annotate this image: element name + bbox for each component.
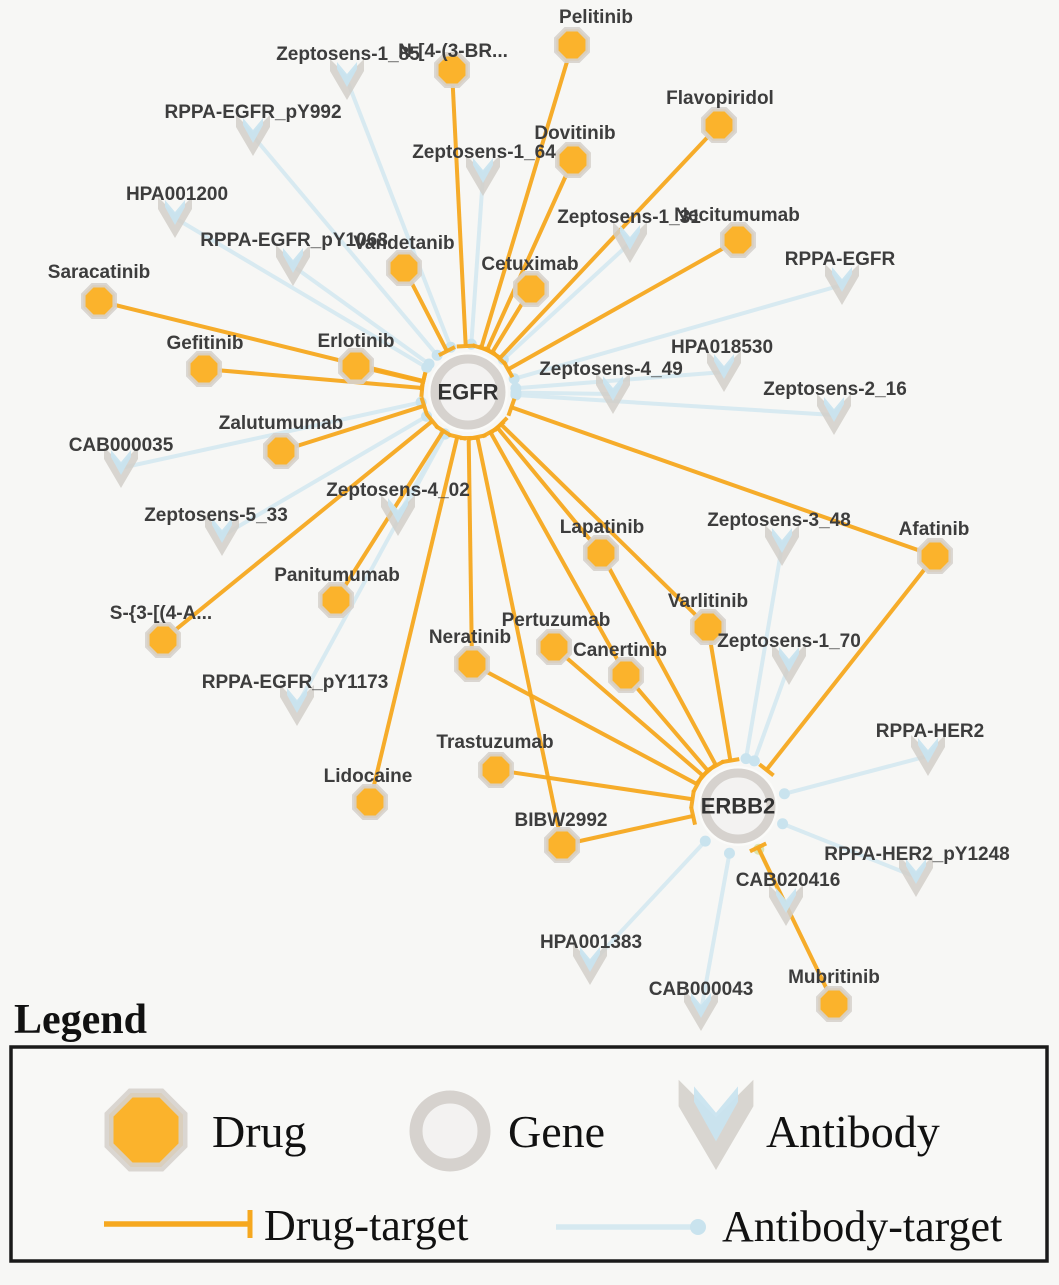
legend-label-gene: Gene [508,1106,605,1157]
node-label-z2_16: Zeptosens-2_16 [763,379,907,400]
drug-node-lidocaine[interactable] [354,786,385,817]
gene-label-erbb2: ERBB2 [701,794,776,819]
drug-node-cetuximab[interactable] [515,273,546,304]
drug-node-panitumumab[interactable] [320,584,351,615]
node-label-necitumumab: Necitumumab [674,205,800,226]
node-label-vandetanib: Vandetanib [353,233,454,254]
node-label-z1_31: Zeptosens-1_31 [557,207,701,228]
node-label-pelitinib: Pelitinib [559,7,633,28]
node-label-neratinib: Neratinib [429,627,511,648]
node-label-flavopiridol: Flavopiridol [666,88,774,109]
legend-heading: Legend [14,997,147,1043]
node-label-panitumumab: Panitumumab [274,565,400,586]
drug-node-zalutumumab[interactable] [265,435,296,466]
edge-canertinib-erbb2 [626,675,715,777]
drug-node-trastuzumab[interactable] [480,754,511,785]
node-label-rppa_egfr: RPPA-EGFR [785,249,896,270]
node-label-cab000035: CAB000035 [69,435,174,456]
drug-node-s3a[interactable] [147,624,178,655]
node-label-cab000043: CAB000043 [649,979,754,1000]
drug-node-erlotinib[interactable] [340,350,371,381]
antibody-node-z2_16[interactable] [817,394,851,435]
legend-label-antibody: Antibody [766,1106,940,1157]
node-label-trastuzumab: Trastuzumab [436,732,553,753]
node-label-bibw2992: BIBW2992 [515,810,608,831]
drug-node-bibw2992[interactable] [546,829,577,860]
drug-node-saracatinib[interactable] [83,285,114,316]
antibody-node-rppa_egfr[interactable] [825,264,859,305]
node-label-z3_48: Zeptosens-3_48 [707,510,851,531]
node-label-py1248: RPPA-HER2_pY1248 [824,844,1010,865]
node-label-cetuximab: Cetuximab [481,254,578,275]
node-label-z5_33: Zeptosens-5_33 [144,505,288,526]
legend-gene-swatch [416,1097,484,1165]
gene-node-egfr[interactable] [428,352,508,432]
node-label-canertinib: Canertinib [573,640,667,661]
node-label-hpa001383: HPA001383 [540,932,642,953]
node-label-py1173: RPPA-EGFR_pY1173 [202,672,389,693]
node-label-z4_02: Zeptosens-4_02 [326,480,470,501]
drug-node-necitumumab[interactable] [722,224,753,255]
node-label-erlotinib: Erlotinib [317,331,394,352]
antibody-node-z1_31[interactable] [613,222,647,263]
node-label-z1_85: Zeptosens-1_85 [276,44,420,65]
drug-node-pelitinib[interactable] [556,29,587,60]
drug-node-vandetanib[interactable] [388,252,419,283]
node-label-s3a: S-{3-[(4-A... [110,603,212,624]
node-label-zalutumumab: Zalutumumab [219,413,344,434]
node-label-rppa_her2: RPPA-HER2 [876,721,984,742]
drug-node-dovitinib[interactable] [557,144,588,175]
node-label-saracatinib: Saracatinib [48,262,150,283]
node-label-py1068: RPPA-EGFR_pY1068 [200,230,388,251]
drug-node-canertinib[interactable] [610,659,641,690]
antibody-node-z1_85[interactable] [330,59,364,100]
antibody-node-cab020416[interactable] [769,885,803,926]
node-label-varlitinib: Varlitinib [668,591,748,612]
edge-trastuzumab-erbb2 [496,770,694,808]
drug-node-flavopiridol[interactable] [703,109,734,140]
node-label-cab020416: CAB020416 [736,870,841,891]
node-label-z4_49: Zeptosens-4_49 [539,359,683,380]
node-label-gefitinib: Gefitinib [166,333,243,354]
node-label-hpa018530: HPA018530 [671,337,773,358]
gene-node-erbb2[interactable] [698,766,778,846]
node-label-z1_64: Zeptosens-1_64 [412,142,556,163]
drug-node-neratinib[interactable] [456,648,487,679]
legend-label-drug-target: Drug-target [264,1201,468,1250]
node-label-afatinib: Afatinib [899,519,970,540]
edge-nbr-egfr [452,70,475,347]
legend [11,997,1047,1261]
drug-node-gefitinib[interactable] [188,353,219,384]
gene-label-egfr: EGFR [437,380,498,405]
node-label-dovitinib: Dovitinib [534,123,615,144]
node-label-mubritinib: Mubritinib [788,967,880,988]
edge-egfr-z1_64 [466,176,483,350]
drug-node-lapatinib[interactable] [585,537,616,568]
node-label-lidocaine: Lidocaine [324,766,413,787]
node-label-py992: RPPA-EGFR_pY992 [164,102,341,123]
drug-node-afatinib[interactable] [919,540,950,571]
drug-node-pertuzumab[interactable] [538,631,569,662]
node-label-lapatinib: Lapatinib [560,517,644,538]
node-label-hpa001200: HPA001200 [126,184,228,205]
node-label-z1_70: Zeptosens-1_70 [717,631,861,652]
legend-drug-swatch [109,1093,183,1167]
legend-label-antibody-target: Antibody-target [722,1202,1002,1251]
legend-label-drug: Drug [212,1106,307,1157]
drug-node-mubritinib[interactable] [818,988,849,1019]
edge-erbb2-rppa_her2 [779,756,928,799]
node-label-nbr: N-[4-(3-BR... [398,41,508,62]
antibody-node-z3_48[interactable] [765,525,799,566]
node-label-pertuzumab: Pertuzumab [502,610,611,631]
